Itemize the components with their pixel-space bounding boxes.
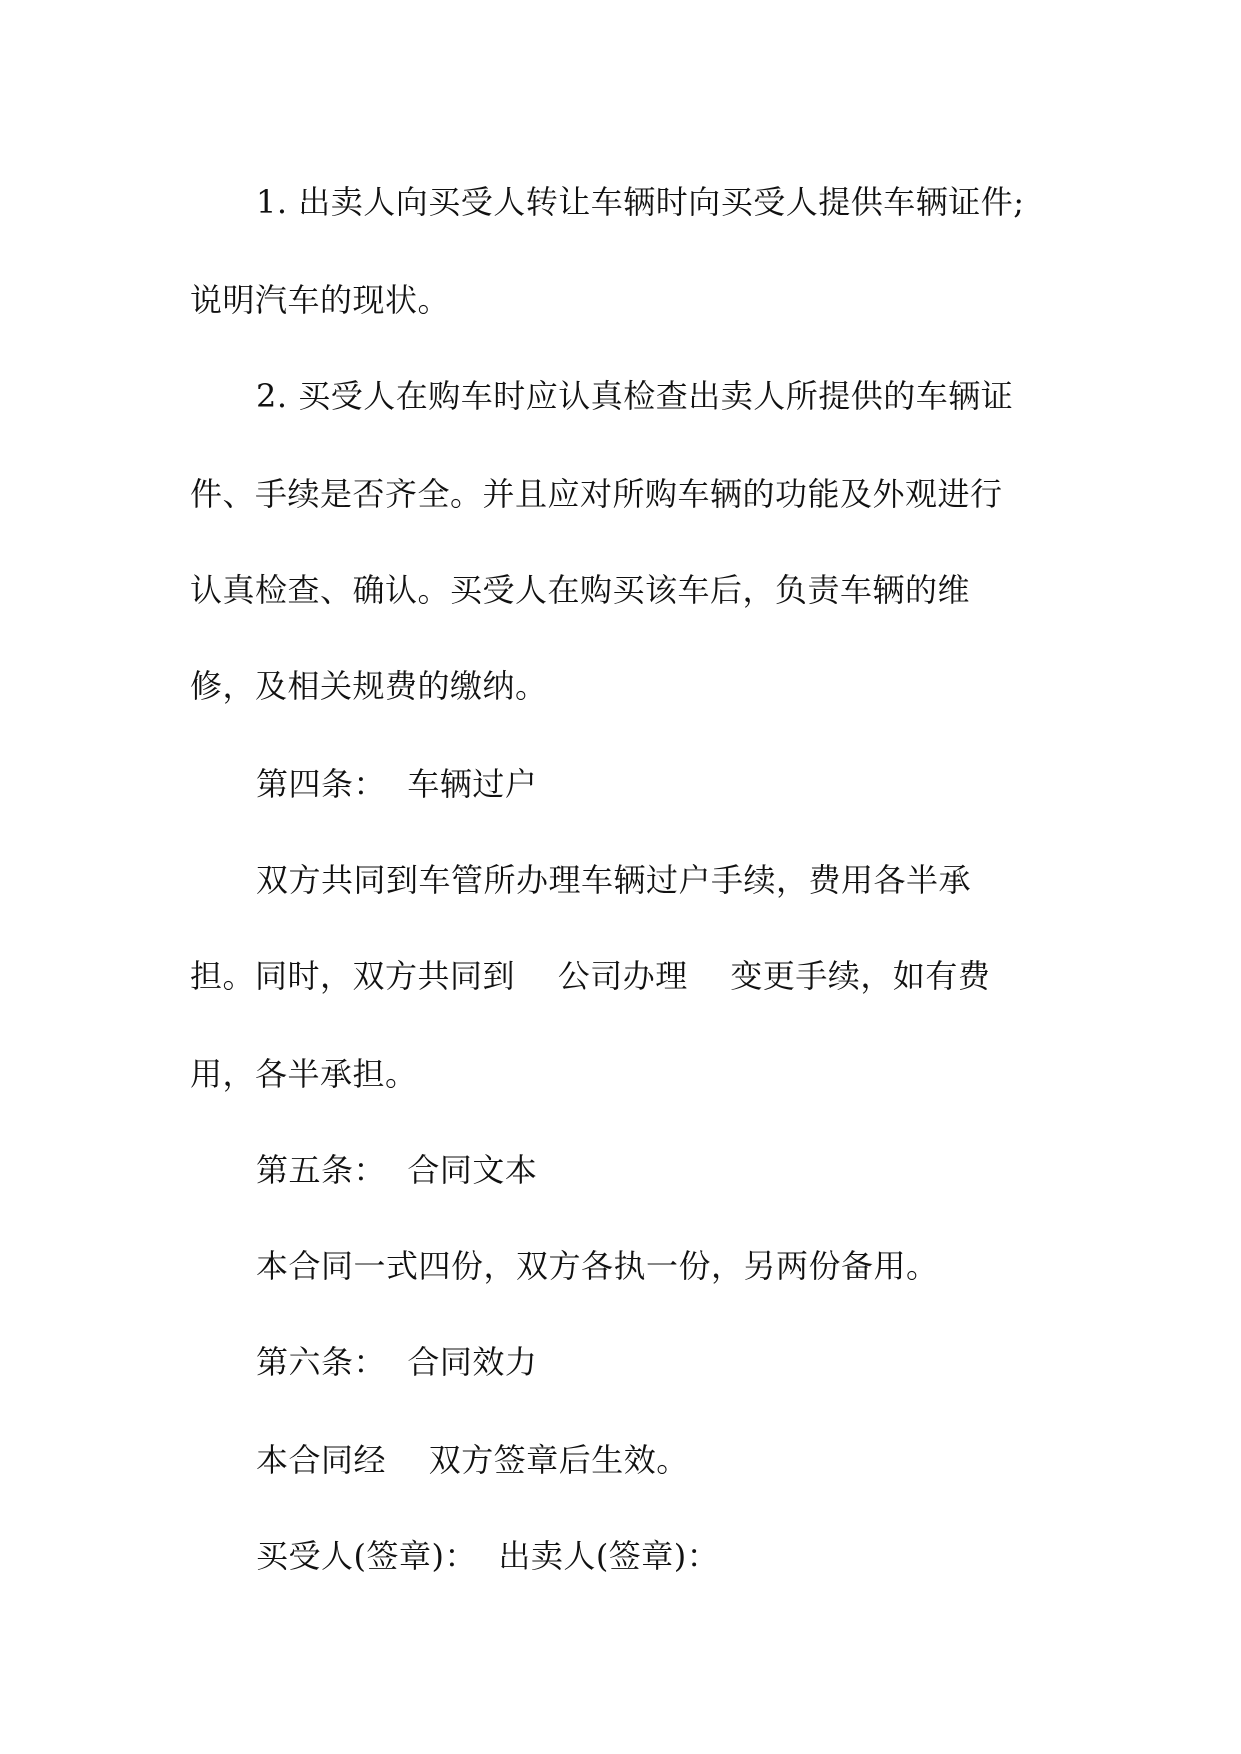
signature-line: 买受人(签章)： 出卖人(签章)： <box>256 1537 720 1575</box>
clause-4-body-line-2: 担。同时，双方共同到 公司办理 变更手续，如有费 <box>190 957 991 995</box>
clause-4-heading: 第四条： 车辆过户 <box>256 765 538 803</box>
clause-3-item-2-line-3: 认真检查、确认。买受人在购买该车后，负责车辆的维 <box>190 571 971 609</box>
clause-3-item-2-line-4: 修，及相关规费的缴纳。 <box>190 667 548 705</box>
clause-3-item-2-line-2: 件、手续是否齐全。并且应对所购车辆的功能及外观进行 <box>190 475 1003 513</box>
clause-4-body-line-1: 双方共同到车管所办理车辆过户手续，费用各半承 <box>256 861 972 899</box>
clause-6-heading: 第六条： 合同效力 <box>256 1343 538 1381</box>
clause-3-item-1-line-1: 1. 出卖人向买受人转让车辆时向买受人提供车辆证件; <box>256 183 1025 221</box>
clause-4-body-line-3: 用，各半承担。 <box>190 1055 418 1093</box>
clause-6-body: 本合同经 双方签章后生效。 <box>256 1441 689 1479</box>
clause-3-item-1-line-2: 说明汽车的现状。 <box>190 281 451 319</box>
clause-5-heading: 第五条： 合同文本 <box>256 1151 538 1189</box>
clause-5-body: 本合同一式四份，双方各执一份，另两份备用。 <box>256 1247 939 1285</box>
clause-3-item-2-line-1: 2. 买受人在购车时应认真检查出卖人所提供的车辆证 <box>256 377 1014 415</box>
